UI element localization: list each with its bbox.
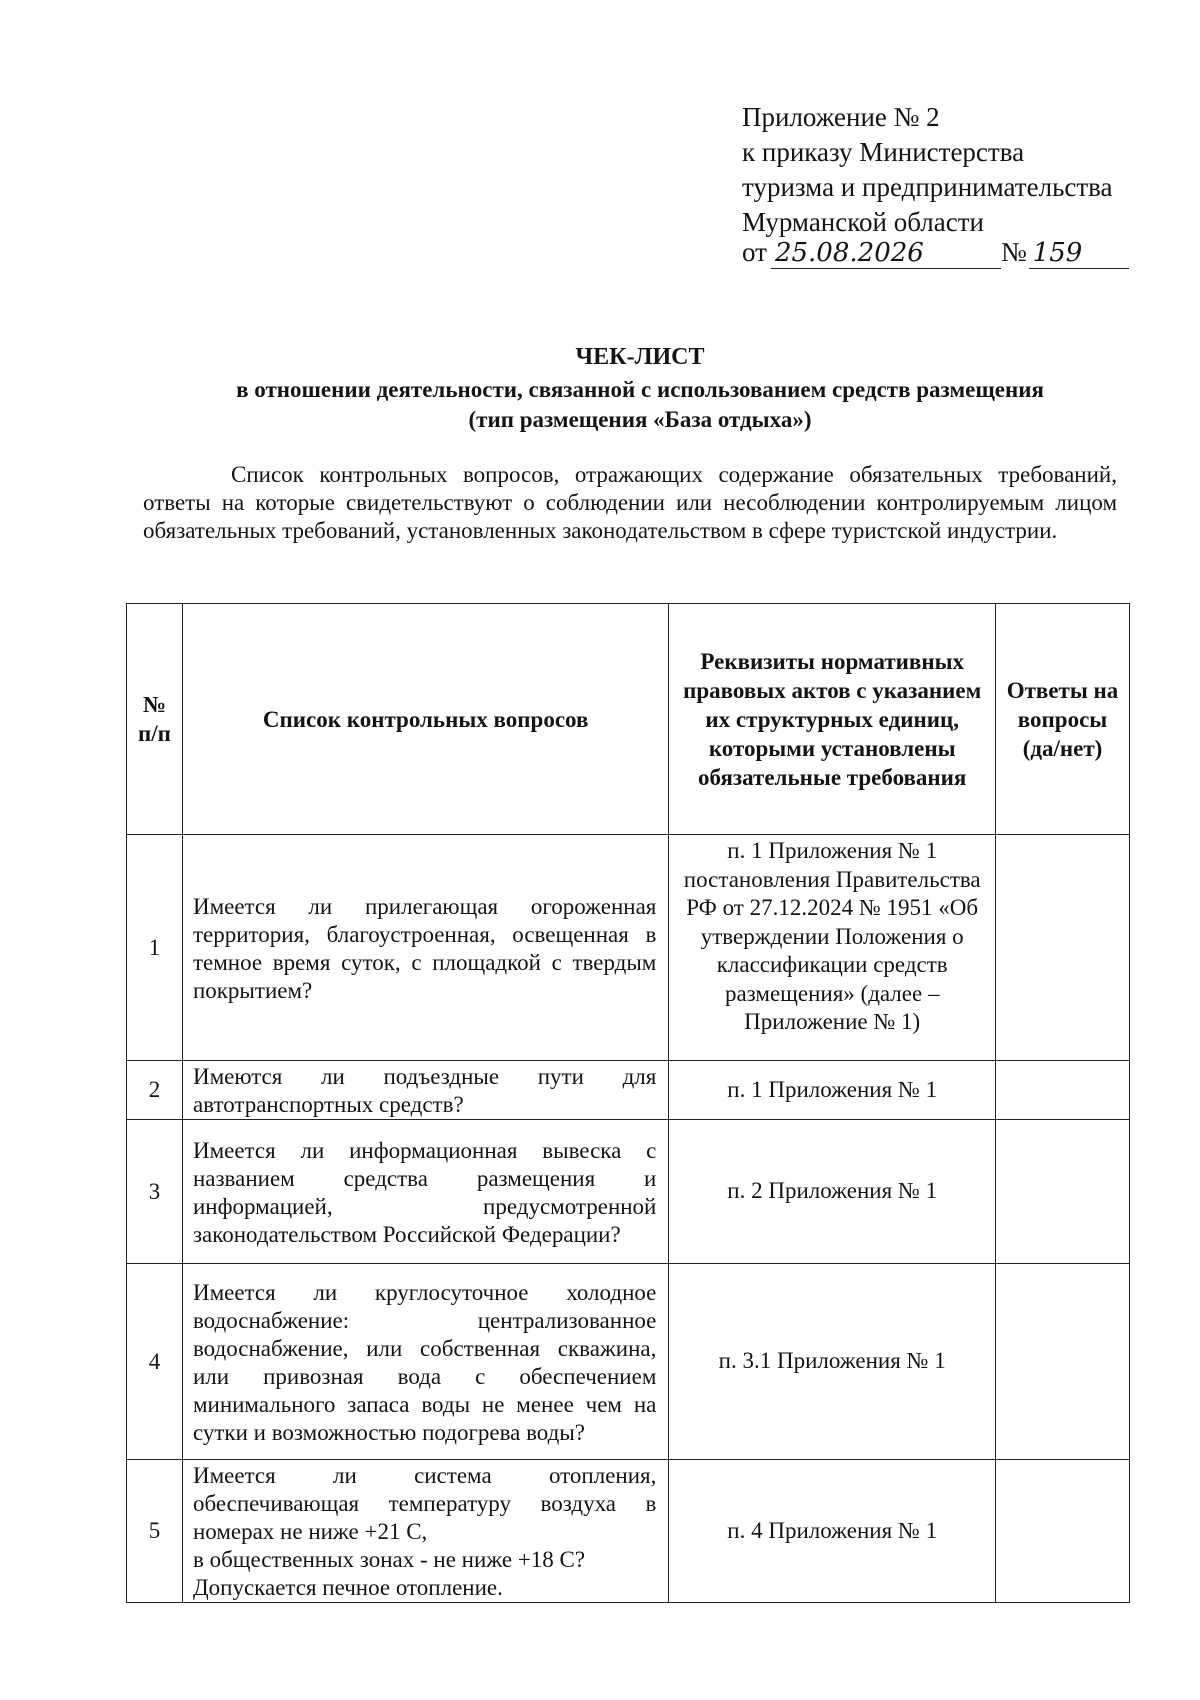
row-number: 4 <box>127 1264 183 1460</box>
row-answer-cell[interactable] <box>996 1120 1130 1264</box>
row-number: 1 <box>127 835 183 1061</box>
document-title <box>120 342 1160 435</box>
header-answer: Ответы на вопросы (да/нет) <box>996 604 1130 835</box>
appendix-reference <box>742 100 1162 240</box>
appendix-line-4: Мурманской области <box>742 207 984 237</box>
row-reference: п. 3.1 Приложения № 1 <box>669 1264 996 1460</box>
row-number: 5 <box>127 1460 183 1603</box>
title-line-2: в отношении деятельности, связанной с использованием средств размещения <box>236 377 1044 402</box>
date-prefix: от <box>742 237 767 267</box>
row-reference: п. 1 Приложения № 1 <box>669 1061 996 1120</box>
row-reference: п. 1 Приложения № 1 постановления Правительства РФ от 27.12.2024 № 1951 «Об утверждении Положения о классификации средств размещения» (далее – Приложение № 1) <box>669 835 996 1061</box>
intro-paragraph: Список контрольных вопросов, отражающих содержание обязательных требований, ответы на которые свидетельствуют о соблюдении или несоблюдении контролируемым лицом обязательных требований, установленных законодательством в сфере туристской индустрии. <box>143 462 1117 543</box>
handwritten-number: 159 <box>1029 238 1129 269</box>
row-reference: п. 2 Приложения № 1 <box>669 1120 996 1264</box>
row-number: 3 <box>127 1120 183 1264</box>
appendix-line-3: туризма и предпринимательства <box>742 172 1113 202</box>
header-num: № п/п <box>127 604 183 835</box>
title-line-3: (тип размещения «База отдыха») <box>468 407 812 432</box>
header-reference: Реквизиты нормативных правовых актов с указанием их структурных единиц, которыми установлены обязательные требования <box>669 604 996 835</box>
table-row <box>127 1460 1130 1603</box>
row-answer-cell[interactable] <box>996 1264 1130 1460</box>
row-question: Имеются ли подъездные пути для автотранспортных средств? <box>182 1061 668 1120</box>
row-question: Имеется ли круглосуточное холодное водоснабжение: централизованное водоснабжение, или собственная скважина, или привозная вода с обеспечением минимального запаса воды не менее чем на сутки и возможностью подогрева воды? <box>182 1264 668 1460</box>
row-answer-cell[interactable] <box>996 1061 1130 1120</box>
order-date-number-line <box>742 235 1129 270</box>
table-row <box>127 1264 1130 1460</box>
title-main: ЧЕК-ЛИСТ <box>575 344 705 370</box>
table-header-row <box>127 604 1130 835</box>
row-reference: п. 4 Приложения № 1 <box>669 1460 996 1603</box>
row-question <box>182 1460 668 1603</box>
header-question: Список контрольных вопросов <box>182 604 668 835</box>
appendix-line-2: к приказу Министерства <box>742 137 1025 167</box>
row-number: 2 <box>127 1061 183 1120</box>
number-prefix: № <box>1000 237 1027 267</box>
row-question: Имеется ли прилегающая огороженная территория, благоустроенная, освещенная в темное время суток, с площадкой с твердым покрытием? <box>182 835 668 1061</box>
row-question: Имеется ли информационная вывеска с названием средства размещения и информацией, предусмотренной законодательством Российской Федерации? <box>182 1120 668 1264</box>
question-line: Допускается печное отопление. <box>192 1575 503 1600</box>
table-row <box>127 835 1130 1061</box>
row-answer-cell[interactable] <box>996 1460 1130 1603</box>
question-line: Имеется ли система отопления, обеспечивающая температуру воздуха в номерах не ниже +21 С, <box>192 1463 657 1544</box>
checklist-table <box>126 603 1130 1603</box>
handwritten-date: 25.08.2026 <box>771 238 1001 269</box>
row-answer-cell[interactable] <box>996 835 1130 1061</box>
table-row <box>127 1061 1130 1120</box>
appendix-line-1: Приложение № 2 <box>742 102 940 132</box>
table-row <box>127 1120 1130 1264</box>
question-line: в общественных зонах - не ниже +18 С? <box>192 1547 586 1572</box>
